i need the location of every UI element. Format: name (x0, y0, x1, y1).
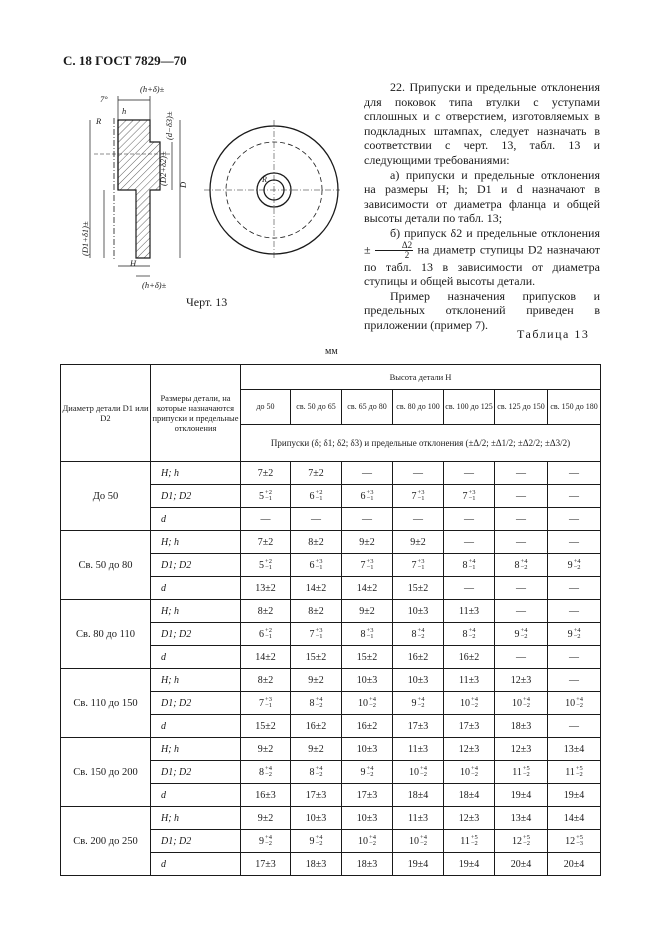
value-cell: 6 +3 −1 (342, 485, 393, 508)
value-cell: 19±4 (548, 784, 601, 807)
dimension-label: H; h (151, 531, 241, 554)
header-height: Высота детали H (241, 365, 601, 390)
front-view (204, 120, 340, 260)
value-cell: 9 +4 −2 (548, 623, 601, 646)
height-col-5: св. 125 до 150 (495, 390, 548, 425)
dimension-label: d (151, 577, 241, 600)
value-cell: 18±4 (393, 784, 444, 807)
paragraph-22: 22. Припуски и предельные отклонения для поковок типа втулки с уступами сплошных и с отверстием, изготовляемых в подкладных штампах, следует назначать в соответствии с черт. 13, табл. 13 и следующими требованиями: (364, 80, 600, 167)
value-cell: 9±2 (291, 738, 342, 761)
value-cell: 19±4 (495, 784, 548, 807)
value-cell: 12 +5 −3 (548, 830, 601, 853)
svg-text:R: R (262, 175, 267, 184)
value-cell: — (393, 462, 444, 485)
value-cell: 9 +4 −2 (342, 761, 393, 784)
svg-text:(D1+δ1)±: (D1+δ1)± (80, 221, 90, 256)
diameter-range: Св. 50 до 80 (61, 531, 151, 600)
diameter-range: Св. 110 до 150 (61, 669, 151, 738)
value-cell: — (495, 531, 548, 554)
value-cell: 9±2 (241, 738, 291, 761)
value-cell: 15±2 (342, 646, 393, 669)
body-text (364, 80, 600, 333)
value-cell: 6 +2 −1 (241, 623, 291, 646)
value-cell: 10 +4 −2 (495, 692, 548, 715)
table-row (61, 462, 601, 485)
value-cell: 9±2 (342, 531, 393, 554)
height-col-4: св. 100 до 125 (444, 390, 495, 425)
value-cell: — (342, 462, 393, 485)
paragraph-b-part1: б) припуск δ2 и предельные отклонения ± (364, 225, 600, 256)
value-cell: 16±2 (342, 715, 393, 738)
value-cell: 8 +3 −1 (342, 623, 393, 646)
svg-text:R: R (96, 116, 102, 126)
value-cell: 18±3 (291, 853, 342, 876)
value-cell: 9 +4 −2 (548, 554, 601, 577)
value-cell: — (444, 577, 495, 600)
dimension-label: d (151, 715, 241, 738)
dimension-label: D1; D2 (151, 830, 241, 853)
value-cell: 19±4 (444, 853, 495, 876)
paragraph-b-part2: на диаметр ступицы D2 назначают по табл. 13 в зависимости от диаметра ступицы и общей высоты детали. (364, 241, 601, 289)
value-cell: 11 +5 −2 (444, 830, 495, 853)
paragraph-b (364, 226, 600, 289)
value-cell: 7 +3 −1 (291, 623, 342, 646)
value-cell: — (393, 508, 444, 531)
value-cell: 12 +5 −2 (495, 830, 548, 853)
svg-text:(h+δ)±: (h+δ)± (142, 280, 167, 290)
value-cell: 7±2 (241, 462, 291, 485)
value-cell: 5 +2 −1 (241, 485, 291, 508)
dimension-label: D1; D2 (151, 692, 241, 715)
value-cell: 10±3 (342, 807, 393, 830)
section-view (94, 118, 170, 260)
allowance-table (60, 364, 601, 876)
value-cell: 8 +4 −2 (495, 554, 548, 577)
value-cell: 8 +4 −2 (393, 623, 444, 646)
value-cell: 13±4 (548, 738, 601, 761)
value-cell: 7±2 (291, 462, 342, 485)
value-cell: 10 +4 −2 (548, 692, 601, 715)
value-cell: 19±4 (393, 853, 444, 876)
table-row (61, 738, 601, 761)
figure-caption: Черт. 13 (186, 295, 228, 309)
value-cell: 7±2 (241, 531, 291, 554)
dimension-label: D1; D2 (151, 554, 241, 577)
value-cell: 10±3 (342, 669, 393, 692)
value-cell: 17±3 (342, 784, 393, 807)
dimension-label: H; h (151, 669, 241, 692)
paragraph-example: Пример назначения припусков и предельных отклонений приведен в приложении (пример 7). (364, 288, 600, 332)
value-cell: 12±3 (444, 738, 495, 761)
fraction-denominator: 2 (404, 249, 410, 260)
value-cell: 10±3 (393, 600, 444, 623)
value-cell: — (495, 508, 548, 531)
value-cell: — (495, 600, 548, 623)
value-cell: 8 +4 −2 (241, 761, 291, 784)
value-cell: 10 +4 −2 (342, 692, 393, 715)
value-cell: 11±3 (444, 669, 495, 692)
svg-text:7°: 7° (100, 94, 108, 104)
value-cell: — (548, 485, 601, 508)
svg-text:h: h (122, 106, 127, 116)
value-cell: — (241, 508, 291, 531)
value-cell: — (444, 462, 495, 485)
value-cell: 12±3 (495, 669, 548, 692)
page-header: С. 18 ГОСТ 7829—70 (63, 53, 187, 68)
value-cell: 20±4 (495, 853, 548, 876)
value-cell: 10±3 (342, 738, 393, 761)
value-cell: — (548, 531, 601, 554)
value-cell: — (495, 577, 548, 600)
value-cell: 17±3 (291, 784, 342, 807)
dimension-label: d (151, 646, 241, 669)
diameter-range: Св. 80 до 110 (61, 600, 151, 669)
svg-text:(D2+δ2)±: (D2+δ2)± (158, 151, 168, 186)
value-cell: 12±3 (444, 807, 495, 830)
value-cell: 20±4 (548, 853, 601, 876)
value-cell: 8 +4 −2 (444, 623, 495, 646)
value-cell: 9 +4 −2 (241, 830, 291, 853)
value-cell: 14±4 (548, 807, 601, 830)
value-cell: 11±3 (393, 738, 444, 761)
value-cell: 8 +4 −2 (291, 761, 342, 784)
forging-drawing (60, 80, 340, 300)
svg-text:D: D (178, 181, 188, 188)
table-body (61, 462, 601, 876)
value-cell: 10±3 (291, 807, 342, 830)
value-cell: — (495, 462, 548, 485)
value-cell: 10 +4 −2 (444, 692, 495, 715)
header-dimensions: Размеры детали, на которые назначаются припуски и предельные отклонения (151, 365, 241, 462)
value-cell: 14±2 (241, 646, 291, 669)
value-cell: 9±2 (342, 600, 393, 623)
value-cell: 8 +4 −2 (291, 692, 342, 715)
value-cell: 9±2 (241, 807, 291, 830)
value-cell: — (291, 508, 342, 531)
svg-text:(d−δ3)±: (d−δ3)± (164, 111, 174, 140)
value-cell: 18±4 (444, 784, 495, 807)
table-units: мм (325, 346, 338, 357)
value-cell: — (548, 646, 601, 669)
dimension-label: D1; D2 (151, 485, 241, 508)
value-cell: 15±2 (241, 715, 291, 738)
value-cell: — (444, 508, 495, 531)
value-cell: 6 +2 −1 (291, 485, 342, 508)
table-row (61, 807, 601, 830)
allowance-caption: Припуски (δ; δ1; δ2; δ3) и предельные отклонения (±Δ/2; ±Δ1/2; ±Δ2/2; ±Δ3/2) (241, 425, 601, 462)
value-cell: 13±2 (241, 577, 291, 600)
value-cell: — (444, 531, 495, 554)
value-cell: 8±2 (241, 600, 291, 623)
value-cell: 12±3 (495, 738, 548, 761)
value-cell: 5 +2 −1 (241, 554, 291, 577)
value-cell: 15±2 (393, 577, 444, 600)
value-cell: 13±4 (495, 807, 548, 830)
value-cell: 18±3 (495, 715, 548, 738)
svg-text:H: H (130, 258, 137, 268)
value-cell: — (548, 462, 601, 485)
value-cell: 7 +3 −1 (342, 554, 393, 577)
value-cell: 10 +4 −2 (444, 761, 495, 784)
table-row (61, 669, 601, 692)
value-cell: — (548, 669, 601, 692)
svg-text:(h+δ)±: (h+δ)± (140, 84, 165, 94)
value-cell: 8±2 (291, 531, 342, 554)
height-col-1: св. 50 до 65 (291, 390, 342, 425)
value-cell: — (548, 600, 601, 623)
value-cell: 9±2 (291, 669, 342, 692)
value-cell: 17±3 (241, 853, 291, 876)
value-cell: 8±2 (241, 669, 291, 692)
value-cell: 14±2 (291, 577, 342, 600)
table-label: Таблица 13 (517, 327, 590, 341)
value-cell: 17±3 (393, 715, 444, 738)
value-cell: 8±2 (291, 600, 342, 623)
value-cell: 16±2 (444, 646, 495, 669)
header-diameter: Диаметр детали D1 или D2 (61, 365, 151, 462)
value-cell: 14±2 (342, 577, 393, 600)
height-col-6: св. 150 до 180 (548, 390, 601, 425)
value-cell: 9 +4 −2 (495, 623, 548, 646)
dimension-label: d (151, 853, 241, 876)
fraction-numerator: Δ2 (375, 241, 413, 251)
height-col-2: св. 65 до 80 (342, 390, 393, 425)
value-cell: 9±2 (393, 531, 444, 554)
value-cell: — (342, 508, 393, 531)
value-cell: 6 +3 −1 (291, 554, 342, 577)
dimension-label: H; h (151, 600, 241, 623)
value-cell: — (495, 485, 548, 508)
forging-sketch (60, 80, 340, 300)
value-cell: 10 +4 −2 (342, 830, 393, 853)
value-cell: — (548, 577, 601, 600)
value-cell: 7 +3 −1 (393, 554, 444, 577)
fraction-delta2 (375, 241, 413, 260)
value-cell: 9 +4 −2 (393, 692, 444, 715)
value-cell: 16±3 (241, 784, 291, 807)
value-cell: 9 +4 −2 (291, 830, 342, 853)
value-cell: 16±2 (291, 715, 342, 738)
value-cell: 18±3 (342, 853, 393, 876)
value-cell: 7 +3 −1 (393, 485, 444, 508)
dimension-label: D1; D2 (151, 761, 241, 784)
value-cell: 8 +4 −1 (444, 554, 495, 577)
value-cell: 16±2 (393, 646, 444, 669)
dimension-label: H; h (151, 807, 241, 830)
dimension-label: d (151, 784, 241, 807)
dimension-label: D1; D2 (151, 623, 241, 646)
value-cell: 10±3 (393, 669, 444, 692)
height-col-3: св. 80 до 100 (393, 390, 444, 425)
table-row (61, 531, 601, 554)
value-cell: 11±3 (444, 600, 495, 623)
value-cell: 11±3 (393, 807, 444, 830)
value-cell: 10 +4 −2 (393, 761, 444, 784)
diameter-range: До 50 (61, 462, 151, 531)
value-cell: 17±3 (444, 715, 495, 738)
value-cell: 7 +3 −1 (444, 485, 495, 508)
diameter-range: Св. 150 до 200 (61, 738, 151, 807)
paragraph-a: а) припуски и предельные отклонения на размеры H; h; D1 и d назначают в зависимости от диаметра фланца и общей высоты детали по табл. 13; (364, 167, 600, 226)
table-row (61, 600, 601, 623)
value-cell: — (495, 646, 548, 669)
dimension-label: H; h (151, 738, 241, 761)
height-col-0: до 50 (241, 390, 291, 425)
value-cell: 11 +5 −2 (548, 761, 601, 784)
value-cell: — (548, 508, 601, 531)
dimension-label: H; h (151, 462, 241, 485)
value-cell: 15±2 (291, 646, 342, 669)
dimension-label: d (151, 508, 241, 531)
value-cell: — (548, 715, 601, 738)
value-cell: 10 +4 −2 (393, 830, 444, 853)
value-cell: 11 +5 −2 (495, 761, 548, 784)
value-cell: 7 +3 −1 (241, 692, 291, 715)
diameter-range: Св. 200 до 250 (61, 807, 151, 876)
